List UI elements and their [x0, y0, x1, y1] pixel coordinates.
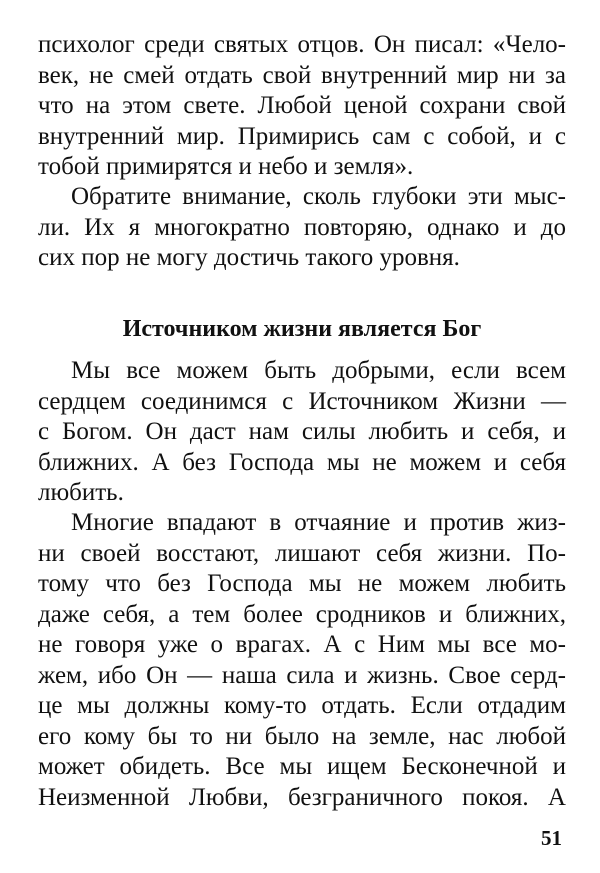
text-line: не говоря уже о врагах. А с Ним мы все мо-: [38, 631, 566, 658]
text-line: даже себя, а тем более сродников и ближних,: [38, 600, 566, 628]
text-line: ни своей восстают, лишают себя жизни. По-: [38, 539, 566, 567]
text-line: жем, ибо Он — наша сила и жизнь. Свое серд-: [38, 661, 566, 689]
paragraph-2: [38, 182, 566, 274]
paragraph-3: [38, 356, 566, 509]
text-line: ли. Их я многократно повторяю, однако и до: [38, 213, 566, 241]
text-line: любить.: [38, 479, 124, 506]
text-line: тому что без Господа мы не можем любить: [38, 570, 566, 597]
text-line: це мы должны кому-то отдать. Если отдадим: [38, 692, 566, 719]
text-line: Обратите внимание, сколь глубоки эти мыс-: [71, 183, 566, 210]
text-line: что на этом свете. Любой ценой сохрани свой: [38, 92, 566, 119]
text-line: внутренний мир. Примирись сам с собой, и с: [38, 122, 566, 150]
text-line: век, не смей отдать свой внутренний мир ни за: [38, 61, 566, 89]
text-line: психолог среди святых отцов. Он писал: «Чело-: [38, 31, 566, 58]
text-line: может обидеть. Все мы ищем Бесконечной и: [38, 753, 566, 780]
text-line: ближних. А без Господа мы не можем и себя: [38, 448, 566, 476]
paragraph-1: [38, 30, 566, 183]
text-line: Неизменной Любви, безграничного покоя. А: [38, 783, 566, 811]
text-line: сих пор не могу достичь такого уровня.: [38, 244, 460, 271]
section-heading: Источником жизни является Бог: [122, 316, 482, 342]
text-line: сердцем соединимся с Источником Жизни —: [38, 387, 566, 415]
paragraph-4: [38, 508, 566, 813]
text-line: его кому бы то ни было на земле, нас любой: [38, 722, 566, 750]
text-line: Многие впадают в отчаяние и против жиз-: [71, 509, 566, 536]
text-line: тобой примирятся и небо и земля».: [38, 153, 414, 180]
page-number: 51: [541, 826, 562, 850]
text-line: с Богом. Он даст нам силы любить и себя, и: [38, 418, 566, 445]
text-line: Мы все можем быть добрыми, если всем: [71, 357, 566, 384]
